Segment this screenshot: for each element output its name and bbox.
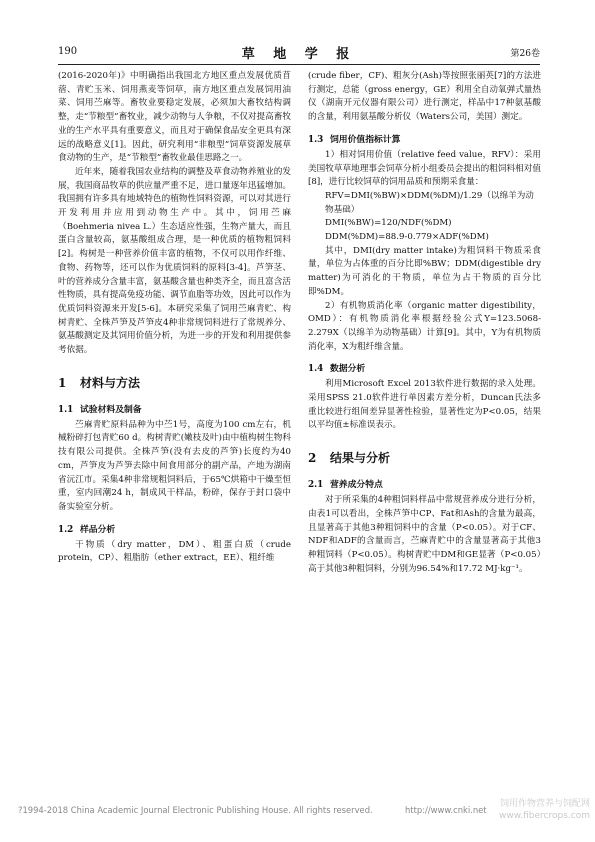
rfv-formula: RFV=DMI(%BW)×DDM(%DM)/1.29（以绵羊为动物基础） xyxy=(325,190,534,215)
section-1-title: 材料与方法 xyxy=(80,375,141,390)
ddm-formula: DDM(%DM)=88.9-0.779×ADF(%DM) xyxy=(325,232,489,243)
subsection-1-2-title: 样品分析 xyxy=(80,524,116,535)
page-header xyxy=(58,43,540,63)
sample-analysis-paragraph: 干物质（dry matter，DM）、粗蛋白质（crude protein，CP）、粗脂肪（ether extract，EE）、粗纤维 xyxy=(58,539,291,564)
subsection-2-1-title: 营养成分特点 xyxy=(330,480,383,491)
nutrient-results-paragraph: 对于所采集的4种粗饲料样品中常规营养成分进行分析，由表1可以看出，全株芦笋中CP、Fat和Ash的含量为最高，且显著高于其他3种粗饲料中的含量（P<0.05）。对于CF、NDF和ADF的含量而言，苎麻青贮中的含量显著高于其他3种粗饲料（P<0.05）。构树青贮中DM和GE显著（P<0.05）高于其他3种粗饲料，分别为96.54%和17.72 MJ·kg⁻¹。 xyxy=(308,495,541,574)
page-number: 190 xyxy=(58,46,78,57)
subsection-1-2-number: 1.2 xyxy=(58,524,74,535)
site-watermark xyxy=(470,798,590,832)
subsection-2-1-number: 2.1 xyxy=(308,480,324,491)
section-1-number: 1 xyxy=(58,375,67,390)
section-1-heading xyxy=(58,376,291,390)
section-2-number: 2 xyxy=(308,451,317,466)
subsection-2-1-heading xyxy=(308,479,541,491)
subsection-1-3-heading xyxy=(308,134,541,146)
materials-paragraph: 苎麻青贮原料品种为中苎1号，高度为100 cm左右，机械粉碎打包青贮60 d。构树青贮(嫩枝及叶)由中植构树生物科技有限公司提供。全株芦笋(没有去皮的芦笋)长度约为40 cm，芦笋皮为芦笋去除中间食用部分的副产品，产地为湖南省沅江市。采集4种非常规粗饲料后，于65℃烘箱中干燥至恒重，室内回潮24 h，制成风干样品，粉碎，保存于封口袋中备实验室分析。 xyxy=(58,419,291,512)
header-rule xyxy=(58,64,540,65)
subsection-1-3-title: 饲用价值指标计算 xyxy=(330,134,401,145)
subsection-1-2-heading xyxy=(58,524,291,536)
data-analysis-paragraph: 利用Microsoft Excel 2013软件进行数据的录入处理。采用SPSS 21.0软件进行单因素方差分析，Duncan氏法多重比较进行组间差异显著性检验，显著性定为P<0.05，结果以平均值±标准误表示。 xyxy=(308,379,541,431)
left-column xyxy=(58,70,291,770)
rfv-definitions-paragraph: 其中，DMI(dry matter intake)为粗饲料干物质采食量，单位为占体重的百分比即%BW；DDM(digestible dry matter)为可消化的干物质，单位为占干物质的百分比即%DM。 xyxy=(308,245,541,297)
right-column xyxy=(308,70,541,770)
dmi-formula: DMI(%BW)=120/NDF(%DM) xyxy=(325,218,452,229)
subsection-1-4-heading xyxy=(308,363,541,375)
subsection-1-1-title: 试验材料及制备 xyxy=(80,404,142,415)
sample-analysis-continued: (crude fiber，CF)、粗灰分(Ash)等按照张丽英[7]的方法进行测定，总能（gross energy，GE）利用全自动氧弹式量热仪（湖南开元仪器有限公司）进行测定，样品中17种氨基酸的含量，利用氨基酸分析仪（Waters公司，美国）测定。 xyxy=(308,71,541,123)
watermark-name: 饲用作物营养与饲配网 xyxy=(499,799,590,809)
journal-title: 草 地 学 报 xyxy=(241,47,357,62)
subsection-1-1-heading xyxy=(58,404,291,416)
subsection-1-3-number: 1.3 xyxy=(308,134,324,145)
rfv-paragraph: 1）相对饲用价值（relative feed value，RFV）：采用美国牧草草地理事会饲草分析小组委员会提出的粗饲料相对值[8]，进行比较饲草的饲用品质和预期采食量： xyxy=(308,149,541,188)
subsection-1-1-number: 1.1 xyxy=(58,404,74,415)
section-2-title: 结果与分析 xyxy=(330,451,391,466)
intro-paragraph-1: (2016-2020年)》中明确指出我国北方地区重点发展优质苜蓿、青贮玉米、饲用燕麦等饲草，南方地区重点发展饲用油菜、饲用苎麻等。畜牧业要稳定发展，必须加大畜牧结构调整，走“节粮型”畜牧业，减少动物与人争粮，不仅对提高畜牧业的生产水平具有重要意义，而且对于确保食品安全更具有深远的战略意义[1]。因此，研究利用“非粮型”饲草资源发展草食动物的生产，是“节粮型”畜牧业最佳思路之一。 xyxy=(58,71,291,164)
omd-paragraph: 2）有机物质消化率（organic matter digestibility，OMD）：有机物质消化率根据经验公式Y=123.5068-2.279X（以绵羊为动物基础）计算[9]。其中，Y为有机物质消化率，X为粗纤维含量。 xyxy=(308,300,541,352)
subsection-1-4-number: 1.4 xyxy=(308,364,324,375)
intro-paragraph-2: 近年来，随着我国农业结构的调整及草食动物养殖业的发展，我国商品牧草的供应量严重不足，进口量逐年迅猛增加。我国拥有许多具有地域特色的植物性饲料资源，可以对其进行开发利用并应用到动物生产中。其中，饲用苎麻（Boehmeria nivea L.）生态适应性强，生物产量大，而且蛋白含量较高，氨基酸组成合理，是一种优质的植物粗饲料[2]。构树是一种营养价值丰富的植物，不仅可以用作纤维、食物、药物等，还可以作为优质饲料的原料[3-4]。芦笋茎、叶的营养成分含量丰富，氨基酸含量也种类齐全，而且富含活性物质，具有提高免疫功能、调节血脂等功效，因此可以作为优质饲料资源来开发[5-6]。本研究采集了饲用苎麻青贮、构树青贮、全株芦笋及芦笋皮4种非常规饲料进行了常规养分、氨基酸测定及其饲用价值分析，为进一步的开发和利用提供参考依据。 xyxy=(58,166,291,356)
watermark-url: www.fibercrops.com xyxy=(499,811,590,821)
section-2-heading xyxy=(308,451,541,465)
source-url: http://www.cnki.net xyxy=(405,805,487,815)
subsection-1-4-title: 数据分析 xyxy=(330,364,366,375)
copyright-notice: ?1994-2018 China Academic Journal Electronic Publishing House. All rights reserved. xyxy=(18,805,373,815)
volume-label: 第26卷 xyxy=(510,49,540,59)
